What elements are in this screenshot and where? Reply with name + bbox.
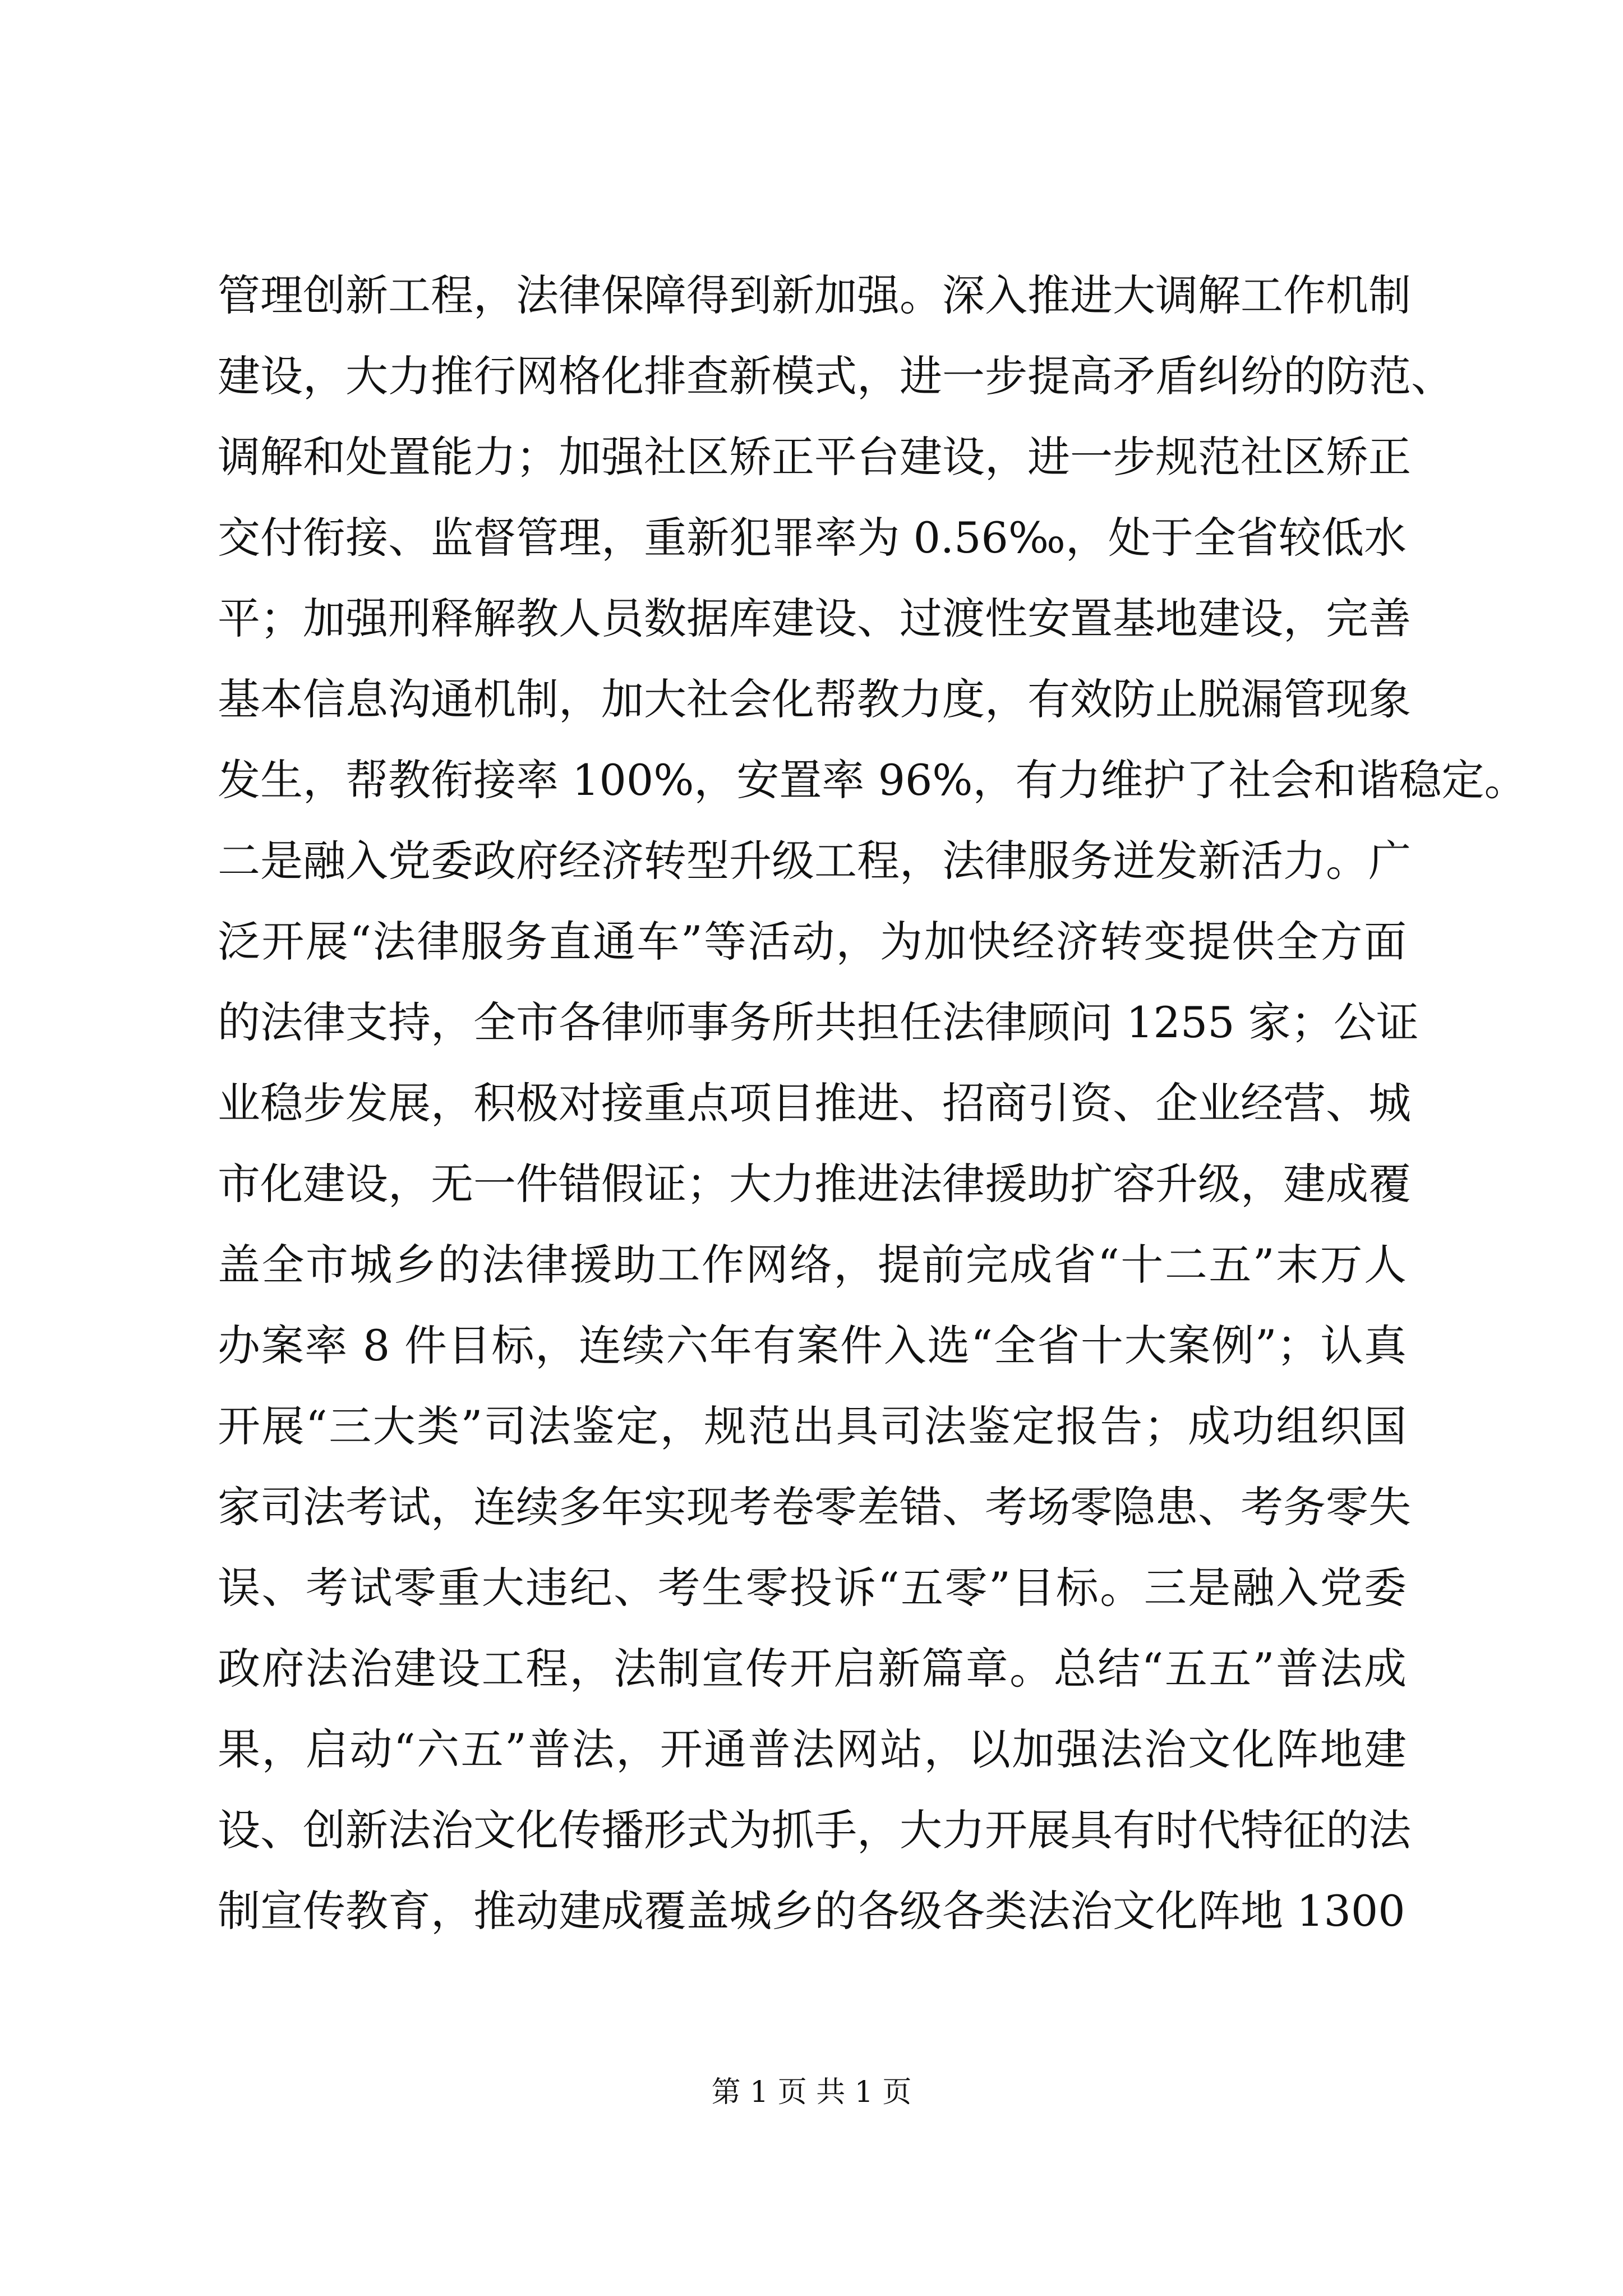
- text-line: 业稳步发展，积极对接重点项目推进、招商引资、企业经营、城: [218, 1078, 1411, 1128]
- page-number-label: 第 1 页 共 1 页: [711, 2076, 912, 2109]
- text-line: 调解和处置能力；加强社区矫正平台建设，进一步规范社区矫正: [218, 432, 1411, 482]
- text-line: 误、考试零重大违纪、考生零投诉“五零”目标。三是融入党委: [218, 1563, 1407, 1613]
- text-line: 交付衔接、监督管理，重新犯罪率为 0.56‰，处于全省较低水: [218, 513, 1407, 563]
- text-line: 设、创新法治文化传播形式为抓手，大力开展具有时代特征的法: [218, 1805, 1411, 1855]
- text-line: 管理创新工程，法律保障得到新加强。深入推进大调解工作机制: [218, 270, 1411, 320]
- page-footer: [0, 2070, 1623, 2115]
- text-line: 盖全市城乡的法律援助工作网络，提前完成省“十二五”末万人: [218, 1240, 1407, 1290]
- text-line: 家司法考试，连续多年实现考卷零差错、考场零隐患、考务零失: [218, 1482, 1411, 1532]
- text-line: 建设，大力推行网格化排查新模式，进一步提高矛盾纠纷的防范、: [218, 351, 1454, 401]
- text-line: 制宣传教育，推动建成覆盖城乡的各级各类法治文化阵地 1300: [218, 1886, 1405, 1936]
- text-line: 基本信息沟通机制，加大社会化帮教力度，有效防止脱漏管现象: [218, 674, 1411, 724]
- text-line: 发生，帮教衔接率 100%，安置率 96%，有力维护了社会和谐稳定。: [218, 755, 1527, 805]
- body-text: [218, 255, 1527, 1952]
- text-line: 果，启动“六五”普法，开通普法网站，以加强法治文化阵地建: [218, 1724, 1407, 1774]
- text-line: 的法律支持，全市各律师事务所共担任法律顾问 1255 家；公证: [218, 997, 1419, 1047]
- text-line: 泛开展“法律服务直通车”等活动，为加快经济转变提供全方面: [218, 917, 1407, 967]
- text-line: 政府法治建设工程，法制宣传开启新篇章。总结“五五”普法成: [218, 1644, 1407, 1694]
- text-line: 开展“三大类”司法鉴定，规范出具司法鉴定报告；成功组织国: [218, 1401, 1407, 1451]
- text-line: 办案率 8 件目标，连续六年有案件入选“全省十大案例”；认真: [218, 1320, 1407, 1370]
- text-line: 平；加强刑释解教人员数据库建设、过渡性安置基地建设，完善: [218, 593, 1411, 643]
- text-line: 二是融入党委政府经济转型升级工程，法律服务迸发新活力。广: [218, 836, 1411, 886]
- text-line: 市化建设，无一件错假证；大力推进法律援助扩容升级，建成覆: [218, 1159, 1411, 1209]
